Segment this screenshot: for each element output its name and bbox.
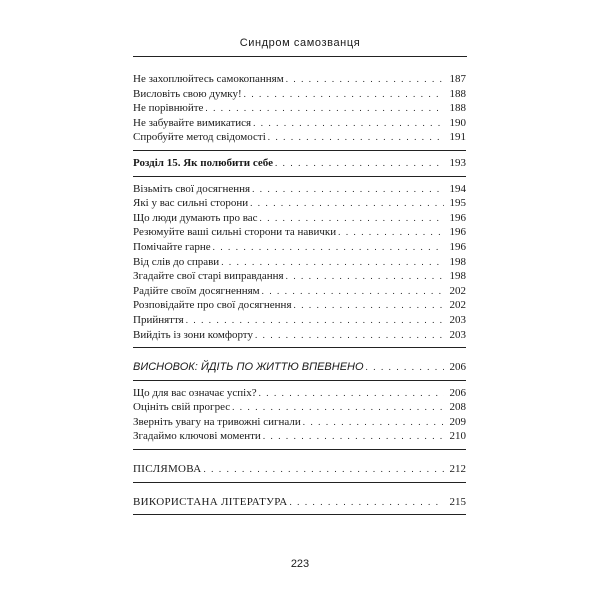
- leader-dots: [253, 116, 444, 131]
- toc-afterword: [133, 462, 466, 477]
- leader-dots: [303, 415, 444, 430]
- toc-entry: [133, 225, 466, 240]
- leader-dots: [275, 156, 444, 171]
- afterword-page: 212: [449, 463, 466, 476]
- toc-entry-title: Не забувайте вимикатися: [133, 116, 252, 129]
- toc-entry-title: Що люди думають про вас: [133, 211, 258, 224]
- leader-dots: [186, 313, 444, 328]
- toc-entry-title: Що для вас означає успіх?: [133, 386, 257, 399]
- table-of-contents: [133, 72, 466, 515]
- toc-entry-title: Не порівнюйте: [133, 102, 204, 115]
- leader-dots: [338, 225, 444, 240]
- toc-entry-page: 196: [449, 240, 466, 253]
- toc-entry: [133, 415, 466, 430]
- references-page: 215: [449, 495, 466, 508]
- leader-dots: [213, 240, 444, 255]
- toc-entry-page: 188: [449, 87, 466, 100]
- toc-entry-title: Вийдіть із зони комфорту: [133, 328, 253, 341]
- toc-entry: [133, 240, 466, 255]
- toc-entry-page: 203: [449, 313, 466, 326]
- toc-entry-title: Від слів до справи: [133, 255, 220, 268]
- toc-entry-page: 208: [449, 401, 466, 414]
- leader-dots: [260, 211, 444, 226]
- leader-dots: [244, 87, 444, 102]
- toc-entry: [133, 87, 466, 102]
- toc-entry: [133, 196, 466, 211]
- leader-dots: [259, 386, 444, 401]
- references-title: ВИКОРИСТАНА ЛІТЕРАТУРА: [133, 495, 288, 508]
- toc-entry-title: Розповідайте про свої досягнення: [133, 299, 292, 312]
- toc-entry-page: 198: [449, 270, 466, 283]
- leader-dots: [203, 462, 444, 477]
- toc-entry-page: 196: [449, 211, 466, 224]
- toc-entry: [133, 313, 466, 328]
- toc-entry-title: Візьміть свої досягнення: [133, 182, 251, 195]
- running-header: Синдром самозванця: [239, 37, 361, 49]
- toc-entry-title: Згадаймо ключові моменти: [133, 430, 261, 443]
- chapter-title: Розділ 15. Як полюбити себе: [133, 156, 273, 169]
- toc-entry: [133, 72, 466, 87]
- toc-entry-page: 202: [449, 299, 466, 312]
- toc-entry-page: 206: [449, 386, 466, 399]
- leader-dots: [263, 429, 444, 444]
- toc-entry: [133, 116, 466, 131]
- toc-entry-title: Які у вас сильні сторони: [133, 197, 249, 210]
- toc-entry: [133, 130, 466, 145]
- toc-entry-title: Спробуйте метод свідомості: [133, 131, 266, 144]
- toc-chapter: [133, 156, 466, 171]
- toc-entry-page: 210: [449, 430, 466, 443]
- toc-entry-page: 187: [449, 73, 466, 85]
- toc-conclusion: [133, 360, 466, 375]
- toc-entry-page: 196: [449, 226, 466, 239]
- toc-entry-page: 202: [449, 284, 466, 297]
- toc-entry-page: 203: [449, 328, 466, 341]
- leader-dots: [286, 72, 444, 87]
- afterword-title: ПІСЛЯМОВА: [133, 463, 202, 476]
- leader-dots: [255, 328, 444, 343]
- toc-entry: [133, 255, 466, 270]
- toc-entry: [133, 386, 466, 401]
- leader-dots: [221, 255, 444, 270]
- toc-references: [133, 495, 466, 510]
- toc-entry-page: 190: [449, 116, 466, 129]
- toc-entry-title: Згадайте свої старі виправдання: [133, 270, 284, 283]
- leader-dots: [289, 495, 444, 510]
- conclusion-page: 206: [449, 361, 466, 374]
- conclusion-title: ВИСНОВОК: ЙДІТЬ ПО ЖИТТЮ ВПЕВНЕНО: [133, 361, 364, 374]
- leader-dots: [262, 284, 444, 299]
- toc-entry-title: Не захоплюйтесь самокопанням: [133, 73, 284, 85]
- toc-entry-title: Радійте своїм досягненням: [133, 284, 260, 297]
- chapter-page: 193: [449, 156, 466, 169]
- toc-entry-page: 191: [449, 131, 466, 144]
- toc-entry-page: 188: [449, 102, 466, 115]
- toc-entry-page: 194: [449, 182, 466, 195]
- section-divider: [133, 514, 466, 515]
- toc-entry: [133, 328, 466, 343]
- toc-entry-title: Помічайте гарне: [133, 240, 211, 253]
- toc-entry-title: Висловіть свою думку!: [133, 87, 242, 100]
- toc-entry: [133, 269, 466, 284]
- toc-entry: [133, 101, 466, 116]
- toc-entry-page: 195: [449, 197, 466, 210]
- toc-entry-title: Зверніть увагу на тривожні сигнали: [133, 415, 301, 428]
- toc-entry-title: Резюмуйте ваші сильні сторони та навички: [133, 226, 337, 239]
- leader-dots: [294, 298, 444, 313]
- leader-dots: [232, 400, 444, 415]
- leader-dots: [252, 182, 444, 197]
- page-number: 223: [290, 558, 310, 570]
- toc-entry: [133, 182, 466, 197]
- leader-dots: [286, 269, 444, 284]
- toc-entry-title: Оцініть свій прогрес: [133, 401, 231, 414]
- toc-entry: [133, 284, 466, 299]
- toc-entry: [133, 211, 466, 226]
- toc-entry-page: 198: [449, 255, 466, 268]
- leader-dots: [250, 196, 444, 211]
- toc-entry: [133, 298, 466, 313]
- header-rule: [133, 56, 467, 57]
- leader-dots: [268, 130, 444, 145]
- toc-entry: [133, 429, 466, 444]
- leader-dots: [205, 101, 444, 116]
- leader-dots: [366, 360, 444, 375]
- toc-entry: [133, 400, 466, 415]
- toc-entry-title: Прийняття: [133, 313, 184, 326]
- toc-entry-page: 209: [449, 415, 466, 428]
